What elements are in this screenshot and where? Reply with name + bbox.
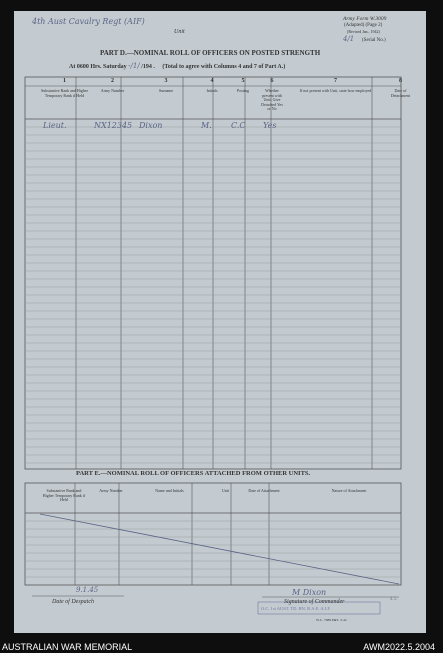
part-e-col-3-label: Name and Initials	[155, 488, 184, 493]
entry-present: Yes	[263, 121, 277, 130]
entry-initials: M.	[201, 121, 212, 130]
entry-rank: Lieut.	[43, 121, 67, 130]
col-2-label: Army Number	[100, 88, 125, 93]
col-8-number: 8	[399, 78, 402, 84]
despatch-date-handwritten: 9.1.45	[76, 586, 99, 594]
margin-mark: 4.1.	[390, 597, 398, 602]
signature-label: Signature of Commander	[284, 599, 345, 605]
col-1-number: 1	[63, 78, 66, 84]
col-3-number: 3	[164, 78, 168, 84]
entry-posting: C.C	[231, 121, 246, 130]
col-8-label: Date of Detachment	[390, 88, 411, 98]
credit-right: AWM2022.5.2004	[363, 642, 435, 652]
entry-army-number: NX12345	[94, 121, 133, 130]
serial-handwritten: 4/1	[343, 35, 355, 43]
part-e-title: PART E.—NOMINAL ROLL OF OFFICERS ATTACHED FROM OTHER UNITS.	[76, 470, 311, 477]
form-id: Army Form W.3009	[343, 16, 387, 22]
col-4-number: 4	[210, 78, 214, 84]
serial-label: (Serial No.)	[362, 38, 386, 43]
col-4-label: Initials	[206, 88, 218, 93]
revised-note: (Revised Jan., 1942)	[347, 29, 380, 34]
cancellation-stroke	[40, 514, 399, 584]
part-d-title: PART D.—NOMINAL ROLL OF OFFICERS ON POSTED STRENGTH	[100, 49, 321, 57]
col-2-number: 2	[111, 78, 114, 84]
col-6-label: Whether present with Unit. Give Detached Yes or No	[261, 88, 283, 111]
despatch-date-label: Date of Despatch	[52, 599, 94, 605]
part-e-col-1-label: Substantive Rank and Higher Temporary Rank if Held	[42, 488, 86, 502]
col-7-number: 7	[334, 78, 337, 84]
col-7-label: If not present with Unit, state how employed	[299, 88, 372, 93]
credit-bar	[0, 641, 443, 653]
col-6-number: 6	[270, 78, 274, 84]
printer-code: W.C. 7088 P&S. 3-42	[316, 618, 347, 622]
unit-handwritten: 4th Aust Cavalry Regt (AIF)	[32, 17, 145, 26]
entry-surname: Dixon	[139, 121, 163, 130]
unit-stamp-text: O.C. 1st AUST. TD. BN. R.A.E. A.I.F.	[261, 606, 331, 611]
at-line: At 0600 Hrs. Saturday -/1/ /194 . (Total to agree with Columns 4 and 7 of Part A.)	[69, 62, 286, 70]
credit-left: AUSTRALIAN WAR MEMORIAL	[2, 642, 133, 652]
col-3-label: Surname	[158, 88, 174, 93]
col-5-number: 5	[241, 78, 245, 84]
part-e-col-4-label: Unit	[221, 488, 230, 493]
commander-signature: M Dixon	[292, 588, 327, 597]
col-1-label: Substantive Rank and Higher Temporary Rank if Held	[41, 88, 88, 98]
adapted-note: (Adapted) (Page 2)	[344, 23, 383, 28]
part-e-col-5-label: Date of Attachment	[248, 488, 280, 493]
unit-label: Unit	[174, 29, 185, 35]
part-e-col-2-label: Army Number	[99, 488, 123, 493]
part-e-col-6-label: Nature of Attachment	[331, 488, 367, 493]
form-sheet	[14, 11, 426, 633]
form-grid	[14, 11, 426, 633]
col-5-label: Posting	[236, 88, 249, 93]
